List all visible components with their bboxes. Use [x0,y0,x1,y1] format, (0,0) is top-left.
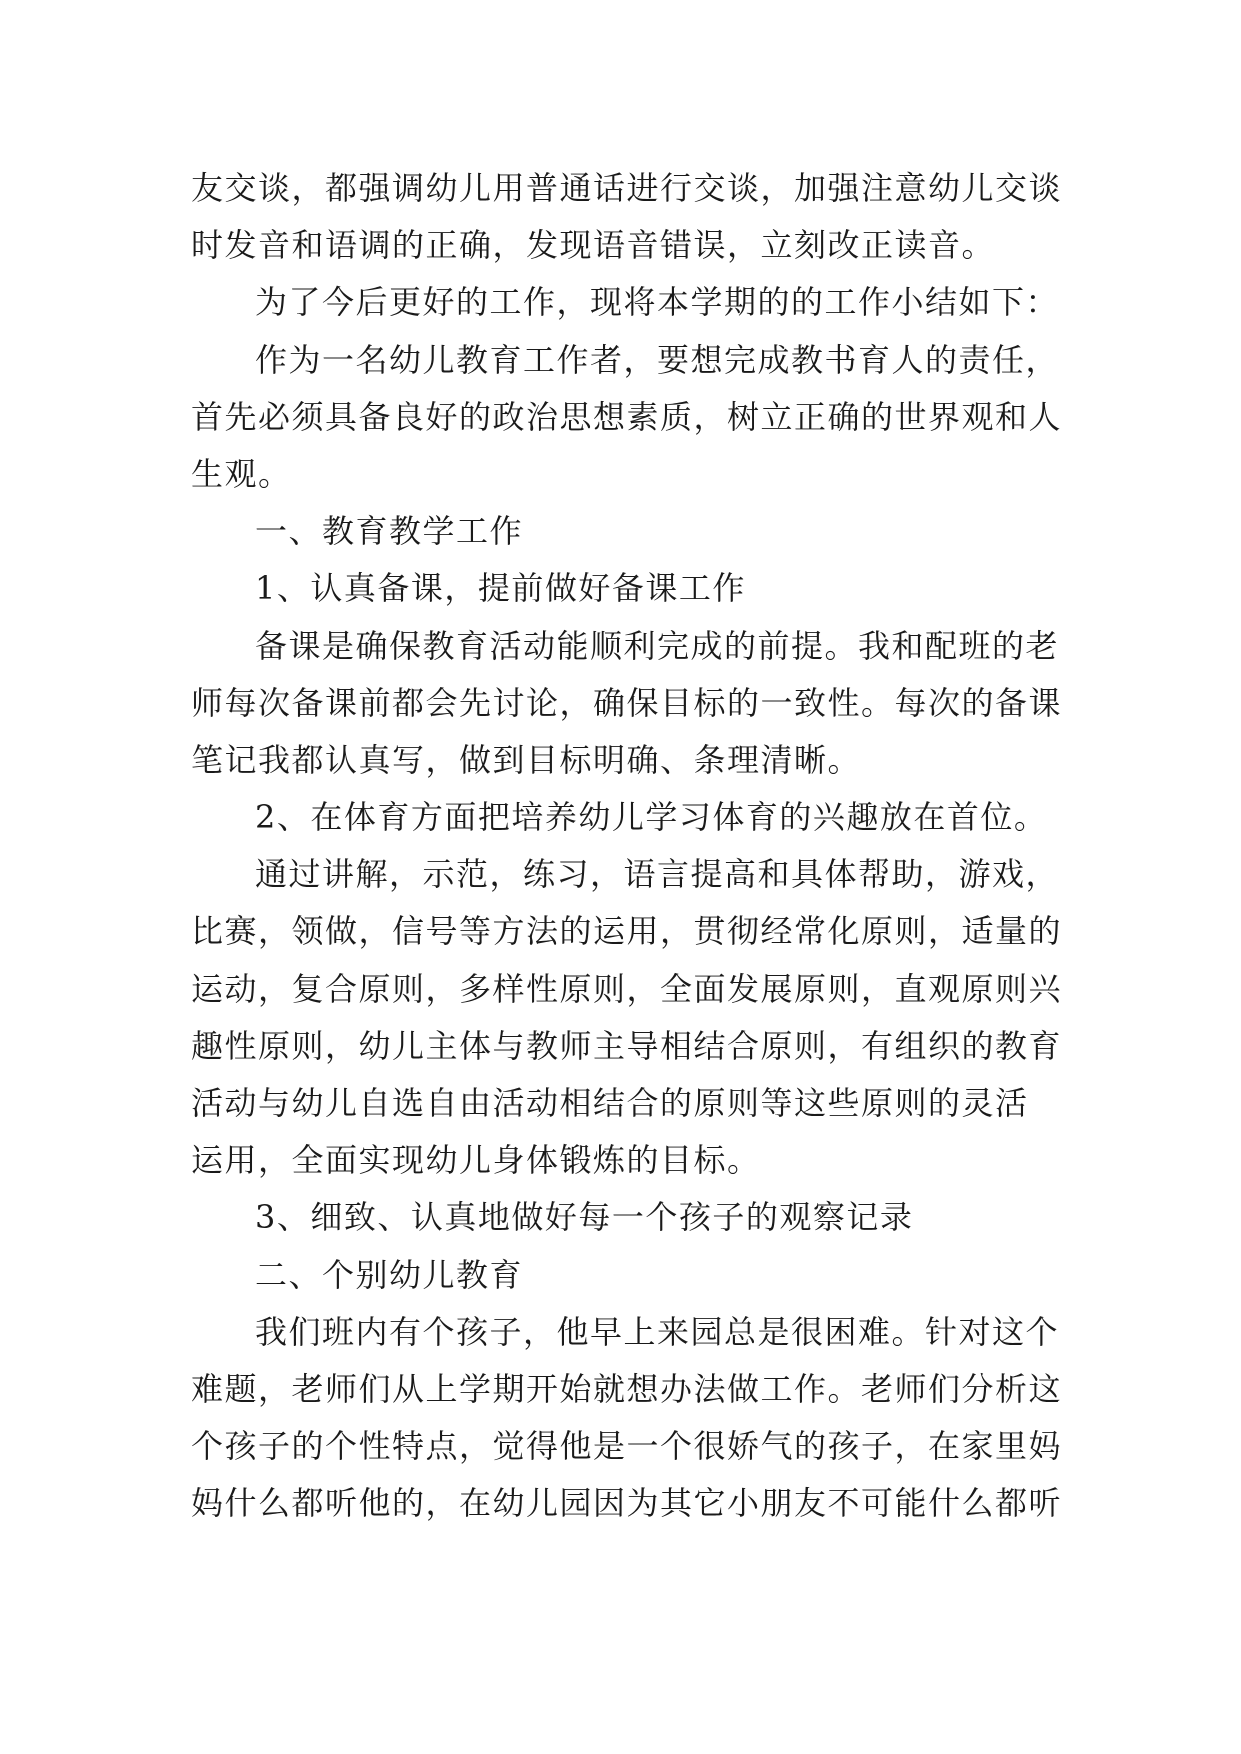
subsection-heading: 2、在体育方面把培养幼儿学习体育的兴趣放在首位。 [255,798,1048,837]
text-line: 个孩子的个性特点，觉得他是一个很娇气的孩子，在家里妈 [191,1427,1063,1466]
text-line: 运用，全面实现幼儿身体锻炼的目标。 [191,1141,761,1180]
text-line: 时发音和语调的正确，发现语音错误，立刻改正读音。 [191,226,996,265]
text-line: 活动与幼儿自选自由活动相结合的原则等这些原则的灵活 [191,1084,1029,1122]
section-heading: 二、个别幼儿教育 [255,1255,524,1294]
text-line: 备课是确保教育活动能顺利完成的前提。我和配班的老 [255,626,1060,665]
text-line: 首先必须具备良好的政治思想素质，树立正确的世界观和人 [191,397,1063,436]
text-line: 作为一名幼儿教育工作者，要想完成教书育人的责任， [255,340,1060,379]
text-line: 通过讲解，示范，练习，语言提高和具体帮助，游戏， [255,855,1060,894]
text-line: 我们班内有个孩子，他早上来园总是很困难。针对这个 [255,1312,1060,1351]
text-line: 友交谈，都强调幼儿用普通话进行交谈，加强注意幼儿交谈 [191,169,1063,207]
subsection-heading: 1、认真备课，提前做好备课工作 [255,569,746,608]
section-heading: 一、教育教学工作 [255,512,524,551]
text-line: 难题，老师们从上学期开始就想办法做工作。老师们分析这 [191,1369,1063,1408]
document-body [191,160,1063,1533]
text-line: 比赛，领做，信号等方法的运用，贯彻经常化原则，适量的 [191,912,1063,951]
subsection-heading: 3、细致、认真地做好每一个孩子的观察记录 [255,1198,914,1237]
text-line: 师每次备课前都会先讨论，确保目标的一致性。每次的备课 [191,683,1063,722]
text-line: 趣性原则，幼儿主体与教师主导相结合原则，有组织的教育 [191,1026,1063,1065]
text-line: 为了今后更好的工作，现将本学期的的工作小结如下： [255,283,1060,322]
text-line: 生观。 [191,454,292,493]
text-line: 运动，复合原则，多样性原则，全面发展原则，直观原则兴 [191,969,1063,1008]
text-line: 笔记我都认真写，做到目标明确、条理清晰。 [191,740,862,779]
text-line: 妈什么都听他的，在幼儿园因为其它小朋友不可能什么都听 [191,1484,1063,1523]
